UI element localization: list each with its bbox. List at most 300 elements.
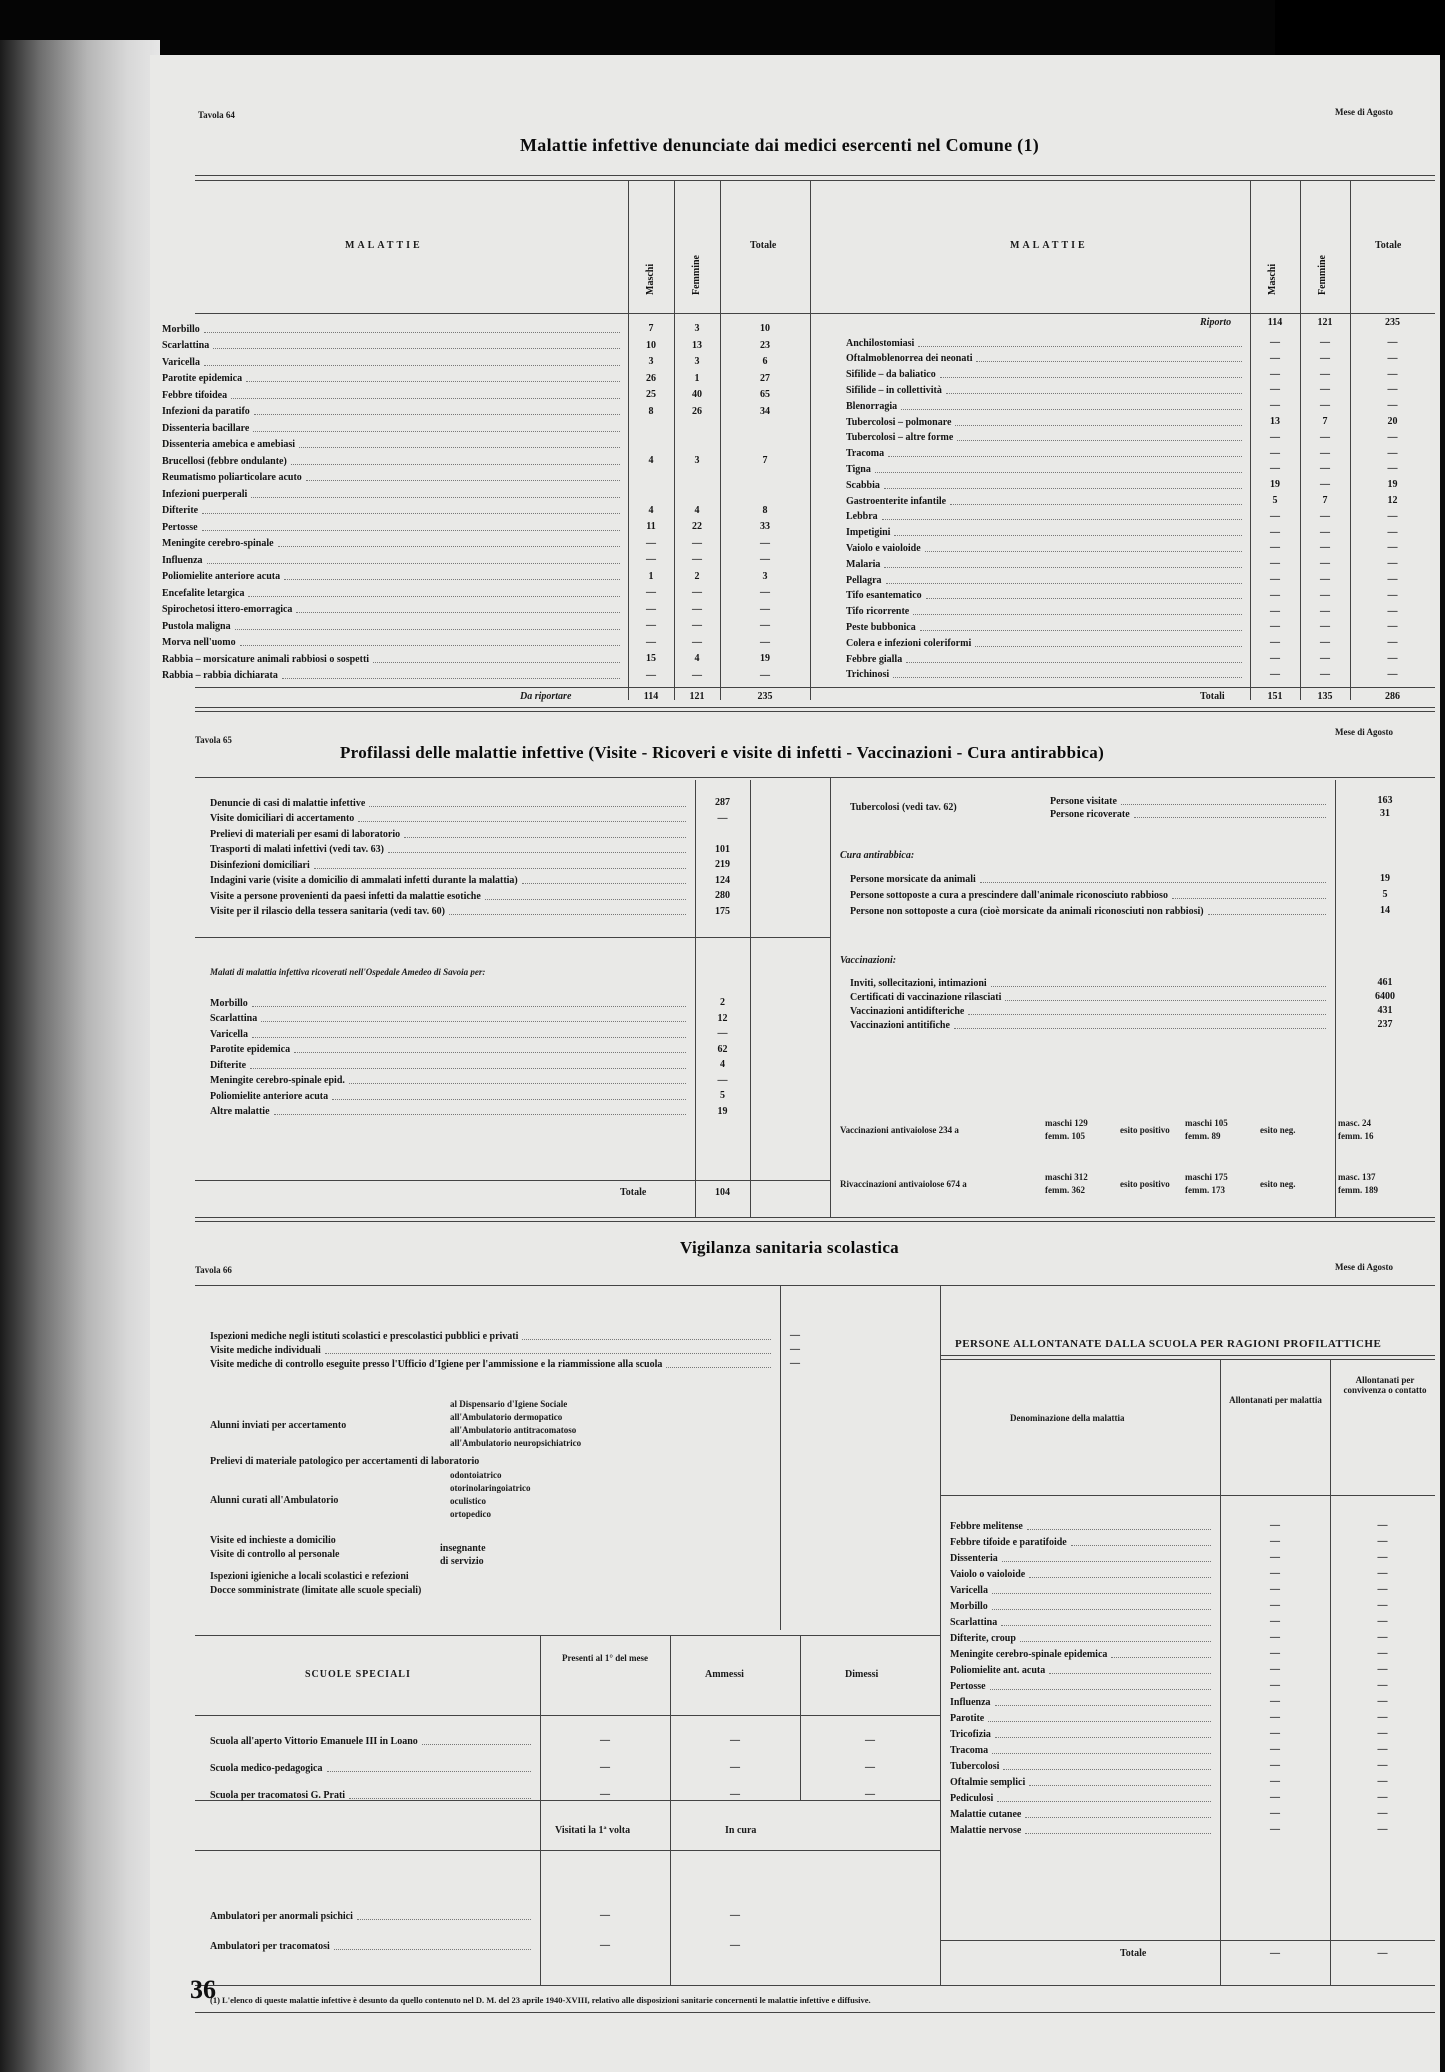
row-label: Tubercolosi – polmonare bbox=[846, 416, 952, 428]
cell-allontanati-convivenza: — bbox=[1377, 1664, 1388, 1675]
table-row bbox=[162, 389, 624, 401]
cell-femmine: — bbox=[1320, 384, 1330, 396]
row-label: Rabbia – morsicature animali rabbiosi o sospetti bbox=[162, 653, 370, 665]
table-row bbox=[162, 538, 624, 550]
dot-leader bbox=[327, 1765, 532, 1772]
t66-persone-title: PERSONE ALLONTANATE DALLA SCUOLA PER RAGIONI PROFILATTICHE bbox=[955, 1338, 1382, 1350]
t64-col-maschi-left: Maschi bbox=[645, 263, 656, 295]
dot-leader bbox=[1005, 994, 1326, 1001]
cell-totale: 6 bbox=[762, 356, 768, 367]
cell-maschi: 4 bbox=[648, 455, 654, 466]
cell-allontanati-malattia: — bbox=[1270, 1824, 1280, 1835]
cell-value: 163 bbox=[1377, 795, 1393, 806]
t64-col-malattie-right: MALATTIE bbox=[1010, 240, 1088, 251]
row-label: Malattie nervose bbox=[950, 1824, 1022, 1836]
cell-femmine: — bbox=[1320, 668, 1330, 680]
cell-allontanati-convivenza: — bbox=[1377, 1808, 1388, 1819]
cell-allontanati-malattia: — bbox=[1270, 1744, 1280, 1755]
cell-maschi: 3 bbox=[648, 356, 654, 367]
table-row bbox=[162, 587, 624, 599]
cell-value: — bbox=[717, 1074, 728, 1086]
t65-rv-f: femm. 362 bbox=[1045, 1185, 1085, 1195]
cell-value: 124 bbox=[715, 874, 730, 886]
table-row bbox=[950, 1776, 1215, 1788]
cell-maschi: — bbox=[1270, 574, 1280, 585]
row-label: Dissenteria bacillare bbox=[162, 422, 250, 434]
page-number: 36 bbox=[190, 1975, 216, 2004]
cell-totale: — bbox=[1387, 337, 1398, 348]
cell-maschi: 19 bbox=[1270, 479, 1280, 491]
dot-leader bbox=[332, 1093, 686, 1100]
cell-femmine: — bbox=[1320, 479, 1330, 491]
t65-av-neg: esito neg. bbox=[1260, 1125, 1296, 1135]
table-row bbox=[846, 479, 1246, 491]
table-row bbox=[162, 637, 624, 649]
row-label: Ispezioni mediche negli istituti scolastici e prescolastici pubblici e privati bbox=[210, 1330, 519, 1342]
cell-allontanati-convivenza: — bbox=[1377, 1712, 1388, 1723]
cell-allontanati-convivenza: — bbox=[1377, 1552, 1388, 1563]
dot-leader bbox=[1003, 1763, 1211, 1770]
list-item bbox=[210, 1330, 775, 1342]
cell-femmine: — bbox=[692, 620, 702, 631]
row-label: Denuncie di casi di malattie infettive bbox=[210, 797, 366, 809]
cell-totale: 8 bbox=[762, 504, 768, 516]
row-label: Influenza bbox=[950, 1696, 991, 1708]
t65-label: Tavola 65 bbox=[195, 735, 232, 745]
dot-leader bbox=[901, 403, 1242, 410]
row-label: Lebbra bbox=[846, 511, 878, 523]
dot-leader bbox=[274, 1108, 686, 1115]
dot-leader bbox=[920, 624, 1242, 631]
table-row bbox=[162, 472, 624, 484]
cell-femmine: — bbox=[1320, 605, 1330, 617]
dot-leader bbox=[968, 1008, 1326, 1015]
cell-presenti: — bbox=[600, 1762, 610, 1773]
cell-maschi: — bbox=[646, 587, 656, 598]
cell-femmine: 40 bbox=[692, 389, 702, 400]
t64-label: Tavola 64 bbox=[198, 110, 235, 120]
dot-leader bbox=[202, 507, 620, 514]
row-label: Reumatismo poliarticolare acuto bbox=[162, 472, 302, 483]
t66-alunni-inviati: Alunni inviati per accertamento bbox=[210, 1420, 347, 1431]
cell-allontanati-malattia: — bbox=[1270, 1712, 1280, 1723]
t64-title: Malattie infettive denunciate dai medici esercenti nel Comune (1) bbox=[520, 135, 1040, 155]
dot-leader bbox=[294, 1046, 686, 1053]
dot-leader bbox=[893, 671, 1242, 678]
cell-ammessi: — bbox=[730, 1789, 740, 1800]
row-label: Visite domiciliari di accertamento bbox=[210, 813, 355, 824]
cell-totale: — bbox=[1387, 526, 1398, 538]
row-label: Trichinosi bbox=[846, 669, 890, 681]
row-label: Varicella bbox=[162, 356, 200, 368]
cell-allontanati-convivenza: — bbox=[1377, 1696, 1388, 1707]
cell-dimessi: — bbox=[865, 1735, 875, 1746]
cell-maschi: 10 bbox=[646, 339, 656, 351]
t65-antivaiolose: Vaccinazioni antivaiolose 234 a bbox=[840, 1125, 959, 1135]
dot-leader bbox=[252, 1000, 686, 1007]
t66-totale-conviv: — bbox=[1377, 1948, 1388, 1959]
cell-maschi: — bbox=[646, 537, 656, 549]
dot-leader bbox=[204, 326, 620, 333]
row-label: Persone visitate bbox=[1050, 795, 1117, 807]
table-row bbox=[162, 521, 624, 533]
row-label: Blenorragia bbox=[846, 400, 898, 412]
cell-allontanati-convivenza: — bbox=[1377, 1568, 1388, 1579]
cell-femmine: — bbox=[1320, 589, 1330, 601]
t66-title: Vigilanza sanitaria scolastica bbox=[680, 1238, 899, 1257]
cell-femmine: — bbox=[1320, 337, 1330, 348]
t66-totale-malattia: — bbox=[1270, 1948, 1280, 1959]
dot-leader bbox=[980, 876, 1326, 883]
table-row bbox=[846, 353, 1246, 365]
cell-maschi: — bbox=[1270, 653, 1280, 664]
cell-totale: — bbox=[1387, 510, 1398, 522]
t64-col-malattie-left: MALATTIE bbox=[345, 240, 423, 251]
t66-visite-contr: Visite di controllo al personale bbox=[210, 1549, 340, 1560]
cell-allontanati-malattia: — bbox=[1270, 1568, 1280, 1579]
cell-dimessi: — bbox=[865, 1762, 875, 1773]
dot-leader bbox=[296, 606, 620, 613]
dot-leader bbox=[957, 434, 1242, 441]
dot-leader bbox=[522, 1333, 771, 1340]
t65-tubercolosi-label: Tubercolosi (vedi tav. 62) bbox=[850, 802, 957, 813]
table-row bbox=[210, 1735, 535, 1747]
table-row bbox=[846, 558, 1246, 570]
cell-value: 62 bbox=[717, 1043, 728, 1055]
t64-da-riportare-m: 114 bbox=[643, 691, 659, 702]
t64-da-riportare-t: 235 bbox=[757, 691, 773, 702]
dot-leader bbox=[992, 1603, 1211, 1610]
table-row bbox=[162, 670, 624, 682]
row-label: Malattie cutanee bbox=[950, 1808, 1022, 1820]
cell-maschi: 4 bbox=[648, 504, 654, 516]
cell-totale: — bbox=[1387, 431, 1398, 443]
cell-allontanati-malattia: — bbox=[1270, 1664, 1280, 1675]
t65-rv-m: maschi 312 bbox=[1045, 1172, 1088, 1182]
cell-femmine: 3 bbox=[694, 356, 700, 367]
cell-allontanati-convivenza: — bbox=[1377, 1648, 1388, 1659]
cell-totale: — bbox=[1387, 384, 1398, 396]
list-item bbox=[850, 889, 1330, 901]
cell-totale: 10 bbox=[760, 323, 770, 334]
row-label: Visite a persone provenienti da paesi infetti da malattie esotiche bbox=[210, 890, 481, 902]
t66-visite-dom: Visite ed inchieste a domicilio bbox=[210, 1535, 336, 1546]
t65-av-neg-m: masc. 24 bbox=[1338, 1118, 1371, 1128]
row-label: Rabbia – rabbia dichiarata bbox=[162, 670, 278, 681]
table-row bbox=[162, 620, 624, 632]
cell-totale: 3 bbox=[762, 570, 768, 582]
row-label: Gastroenterite infantile bbox=[846, 495, 947, 507]
dot-leader bbox=[449, 908, 686, 915]
table-row bbox=[846, 432, 1246, 444]
list-item bbox=[850, 977, 1330, 989]
cell-allontanati-malattia: — bbox=[1270, 1552, 1280, 1563]
cell-maschi: — bbox=[1270, 463, 1280, 475]
dot-leader bbox=[334, 1943, 531, 1950]
list-item bbox=[850, 1019, 1330, 1031]
dot-leader bbox=[250, 1062, 686, 1069]
table-row bbox=[162, 554, 624, 566]
dot-leader bbox=[240, 639, 620, 646]
cell-value: 4 bbox=[720, 1059, 725, 1070]
t66-col-ammessi: Ammessi bbox=[705, 1669, 744, 1680]
dot-leader bbox=[946, 387, 1242, 394]
cell-presenti: — bbox=[600, 1735, 610, 1746]
row-label: Oftalmie semplici bbox=[950, 1776, 1026, 1788]
dot-leader bbox=[349, 1077, 686, 1084]
table-row bbox=[950, 1600, 1215, 1612]
dot-leader bbox=[976, 355, 1242, 362]
row-label: Dissenteria bbox=[950, 1552, 998, 1564]
row-label: Malaria bbox=[846, 558, 881, 570]
t65-av-f: femm. 105 bbox=[1045, 1131, 1085, 1141]
dot-leader bbox=[1002, 1555, 1211, 1562]
row-label: Tubercolosi bbox=[950, 1760, 1000, 1772]
table-row bbox=[846, 337, 1246, 349]
cell-value: 287 bbox=[715, 797, 730, 808]
row-label: Pustola maligna bbox=[162, 620, 231, 632]
row-label: Difterite bbox=[210, 1059, 247, 1071]
table-row bbox=[950, 1792, 1215, 1804]
table-row bbox=[846, 400, 1246, 412]
dot-leader bbox=[422, 1738, 531, 1745]
cell-totale: 19 bbox=[1387, 479, 1398, 491]
row-label: Encefalite letargica bbox=[162, 587, 245, 599]
cell-totale: — bbox=[760, 669, 770, 681]
t64-da-riportare-f: 121 bbox=[689, 691, 705, 702]
dot-leader bbox=[349, 1792, 531, 1799]
cell-allontanati-malattia: — bbox=[1270, 1760, 1280, 1771]
sub-item: all'Ambulatorio antitracomatoso bbox=[450, 1425, 577, 1435]
cell-value: 461 bbox=[1377, 977, 1393, 988]
cell-femmine: — bbox=[1320, 400, 1330, 412]
table-row bbox=[162, 373, 624, 385]
cell-value: — bbox=[790, 1358, 800, 1369]
cell-totale: 12 bbox=[1387, 495, 1398, 506]
dot-leader bbox=[253, 425, 620, 432]
cell-femmine: — bbox=[1320, 463, 1330, 475]
t65-vacc-title: Vaccinazioni: bbox=[840, 955, 897, 966]
cell-allontanati-convivenza: — bbox=[1377, 1792, 1388, 1803]
table-row bbox=[846, 542, 1246, 554]
row-label: Ambulatori per anormali psichici bbox=[210, 1910, 353, 1922]
cell-maschi: — bbox=[646, 620, 656, 631]
cell-totale: — bbox=[760, 636, 770, 648]
row-label: Trasporti di malati infettivi (vedi tav. 63) bbox=[210, 844, 384, 855]
row-label: Meningite cerebro-spinale epid. bbox=[210, 1075, 345, 1086]
cell-value: 2 bbox=[720, 997, 725, 1008]
cell-totale: — bbox=[1387, 463, 1398, 475]
cell-femmine: — bbox=[692, 587, 702, 598]
cell-femmine: — bbox=[1320, 621, 1330, 633]
row-label: Tracoma bbox=[846, 448, 885, 460]
cell-totale: — bbox=[1387, 668, 1398, 680]
dot-leader bbox=[284, 573, 620, 580]
cell-femmine: 7 bbox=[1322, 495, 1328, 506]
dot-leader bbox=[204, 359, 620, 366]
dot-leader bbox=[991, 980, 1326, 987]
cell-totale: 20 bbox=[1387, 416, 1398, 427]
table-row bbox=[950, 1680, 1215, 1692]
cell-maschi: 26 bbox=[646, 372, 656, 384]
cell-maschi: — bbox=[1270, 637, 1280, 649]
t66-totale-label: Totale bbox=[1120, 1948, 1147, 1959]
row-label: Febbre tifoidea bbox=[162, 389, 228, 401]
table-row bbox=[950, 1712, 1215, 1724]
row-label: Inviti, sollecitazioni, intimazioni bbox=[850, 977, 987, 989]
cell-allontanati-convivenza: — bbox=[1377, 1632, 1388, 1643]
t64-riporto-f: 121 bbox=[1317, 317, 1333, 328]
dot-leader bbox=[884, 482, 1242, 489]
cell-totale: 33 bbox=[760, 521, 770, 532]
t64-month: Mese di Agosto bbox=[1335, 107, 1393, 117]
row-label: Scuola all'aperto Vittorio Emanuele III in Loano bbox=[210, 1735, 418, 1747]
dot-leader bbox=[251, 491, 620, 498]
t66-label: Tavola 66 bbox=[195, 1265, 232, 1275]
row-label: Scarlattina bbox=[210, 1013, 258, 1024]
dot-leader bbox=[882, 513, 1242, 520]
dot-leader bbox=[254, 408, 620, 415]
list-item bbox=[210, 1044, 690, 1056]
table-row bbox=[950, 1696, 1215, 1708]
cell-maschi: 15 bbox=[646, 653, 656, 664]
row-label: Disinfezioni domiciliari bbox=[210, 859, 310, 871]
cell-maschi: — bbox=[646, 669, 656, 681]
cell-presenti: — bbox=[600, 1789, 610, 1800]
cell-allontanati-malattia: — bbox=[1270, 1680, 1280, 1691]
dot-leader bbox=[1027, 1523, 1211, 1530]
dot-leader bbox=[369, 800, 686, 807]
cell-femmine: 13 bbox=[692, 339, 702, 351]
table-row bbox=[210, 1762, 535, 1774]
cell-maschi: — bbox=[1270, 431, 1280, 443]
dot-leader bbox=[1025, 1827, 1211, 1834]
dot-leader bbox=[988, 1715, 1211, 1722]
dot-leader bbox=[213, 342, 620, 349]
row-label: Poliomielite ant. acuta bbox=[950, 1664, 1046, 1676]
row-label: Scarlattina bbox=[950, 1616, 998, 1628]
row-label: Vaiolo o vaioloide bbox=[950, 1568, 1026, 1580]
cell-maschi: 7 bbox=[648, 323, 654, 334]
t65-ospedale-title: Malati di malattia infettiva ricoverati nell'Ospedale Amedeo di Savoia per: bbox=[210, 967, 486, 977]
cell-femmine: — bbox=[1320, 637, 1330, 649]
cell-value: 175 bbox=[715, 905, 730, 917]
cell-totale: — bbox=[760, 620, 770, 631]
row-label: Anchilostomiasi bbox=[846, 337, 915, 349]
cell-allontanati-malattia: — bbox=[1270, 1600, 1280, 1611]
dot-leader bbox=[918, 340, 1242, 347]
list-item bbox=[210, 1106, 690, 1118]
table-row bbox=[846, 369, 1246, 381]
row-label: Pertosse bbox=[162, 521, 198, 533]
t66-col-visitati: Visitati la 1ª volta bbox=[555, 1825, 631, 1836]
t64-col-totale-left: Totale bbox=[750, 240, 777, 251]
row-label: Visite per il rilascio della tessera sanitaria (vedi tav. 60) bbox=[210, 906, 445, 917]
table-row bbox=[846, 621, 1246, 633]
sub-item: oculistico bbox=[450, 1496, 486, 1506]
list-item bbox=[210, 906, 690, 918]
cell-femmine: — bbox=[1320, 526, 1330, 538]
cell-in-cura: — bbox=[730, 1910, 740, 1921]
table-row bbox=[162, 323, 624, 335]
cell-maschi: — bbox=[1270, 621, 1280, 633]
row-label: Oftalmoblenorrea dei neonati bbox=[846, 353, 973, 365]
cell-maschi: — bbox=[1270, 589, 1280, 601]
dot-leader bbox=[926, 592, 1242, 599]
dot-leader bbox=[888, 450, 1242, 457]
dot-leader bbox=[404, 831, 686, 838]
cell-value: — bbox=[790, 1330, 800, 1341]
table-row bbox=[950, 1760, 1215, 1772]
cell-value: 6400 bbox=[1375, 991, 1395, 1002]
cell-femmine: — bbox=[1320, 352, 1330, 364]
table-row bbox=[846, 495, 1246, 507]
row-label: Persone non sottoposte a cura (cioè morsicate da animali riconosciuti non rabbiosi) bbox=[850, 905, 1204, 917]
table-row bbox=[950, 1616, 1215, 1628]
cell-maschi: 25 bbox=[646, 389, 656, 400]
dot-leader bbox=[1049, 1667, 1211, 1674]
cell-allontanati-malattia: — bbox=[1270, 1616, 1280, 1627]
cell-allontanati-malattia: — bbox=[1270, 1536, 1280, 1547]
table-row bbox=[162, 505, 624, 517]
cell-value: 31 bbox=[1380, 808, 1390, 819]
list-item bbox=[850, 905, 1330, 917]
cell-allontanati-convivenza: — bbox=[1377, 1744, 1388, 1755]
cell-totale: — bbox=[1387, 653, 1398, 664]
row-label: Morbillo bbox=[210, 997, 248, 1009]
dot-leader bbox=[1121, 798, 1326, 805]
dot-leader bbox=[325, 1347, 771, 1354]
cell-maschi: — bbox=[646, 603, 656, 615]
cell-totale: — bbox=[1387, 542, 1398, 554]
t66-scuole-header: SCUOLE SPECIALI bbox=[305, 1669, 411, 1680]
cell-maschi: 11 bbox=[646, 521, 656, 532]
t66-col-presenti: Presenti al 1° del mese bbox=[562, 1653, 648, 1663]
t66-col-denom: Denominazione della malattia bbox=[1010, 1413, 1125, 1423]
row-label: Ambulatori per tracomatosi bbox=[210, 1940, 330, 1952]
dot-leader bbox=[248, 590, 620, 597]
cell-ammessi: — bbox=[730, 1762, 740, 1773]
row-label: Scuola per tracomatosi G. Prati bbox=[210, 1789, 346, 1801]
row-label: Pellagra bbox=[846, 574, 882, 586]
table-row bbox=[846, 637, 1246, 649]
cell-allontanati-malattia: — bbox=[1270, 1584, 1280, 1595]
dot-leader bbox=[388, 846, 686, 853]
dot-leader bbox=[995, 1699, 1211, 1706]
t66-col-allont-malattia: Allontanati per malattia bbox=[1229, 1395, 1322, 1405]
table-row bbox=[162, 406, 624, 418]
cell-totale: — bbox=[1387, 368, 1398, 380]
cell-allontanati-malattia: — bbox=[1270, 1648, 1280, 1659]
row-label: Poliomielite anteriore acuta bbox=[162, 571, 281, 582]
cell-dimessi: — bbox=[865, 1789, 875, 1800]
row-label: Peste bubbonica bbox=[846, 621, 916, 633]
sub-item: ortopedico bbox=[450, 1509, 491, 1519]
row-label: Persone sottoposte a cura a prescindere dall'animale riconosciuto rabbioso bbox=[850, 889, 1168, 901]
cell-maschi: — bbox=[1270, 558, 1280, 570]
list-item bbox=[210, 1059, 690, 1071]
sub-item: otorinolaringoiatrico bbox=[450, 1483, 531, 1493]
dot-leader bbox=[231, 392, 620, 399]
cell-femmine: — bbox=[1320, 558, 1330, 570]
sub-item: all'Ambulatorio dermopatico bbox=[450, 1412, 563, 1422]
cell-maschi: 1 bbox=[648, 570, 654, 582]
row-label: Scarlattina bbox=[162, 340, 210, 351]
t66-col-incura: In cura bbox=[725, 1825, 757, 1836]
t64-totali-f: 135 bbox=[1317, 691, 1333, 702]
t66-col-allont-conviv: Allontanati per convivenza o contatto bbox=[1343, 1375, 1427, 1395]
list-item bbox=[210, 875, 690, 887]
